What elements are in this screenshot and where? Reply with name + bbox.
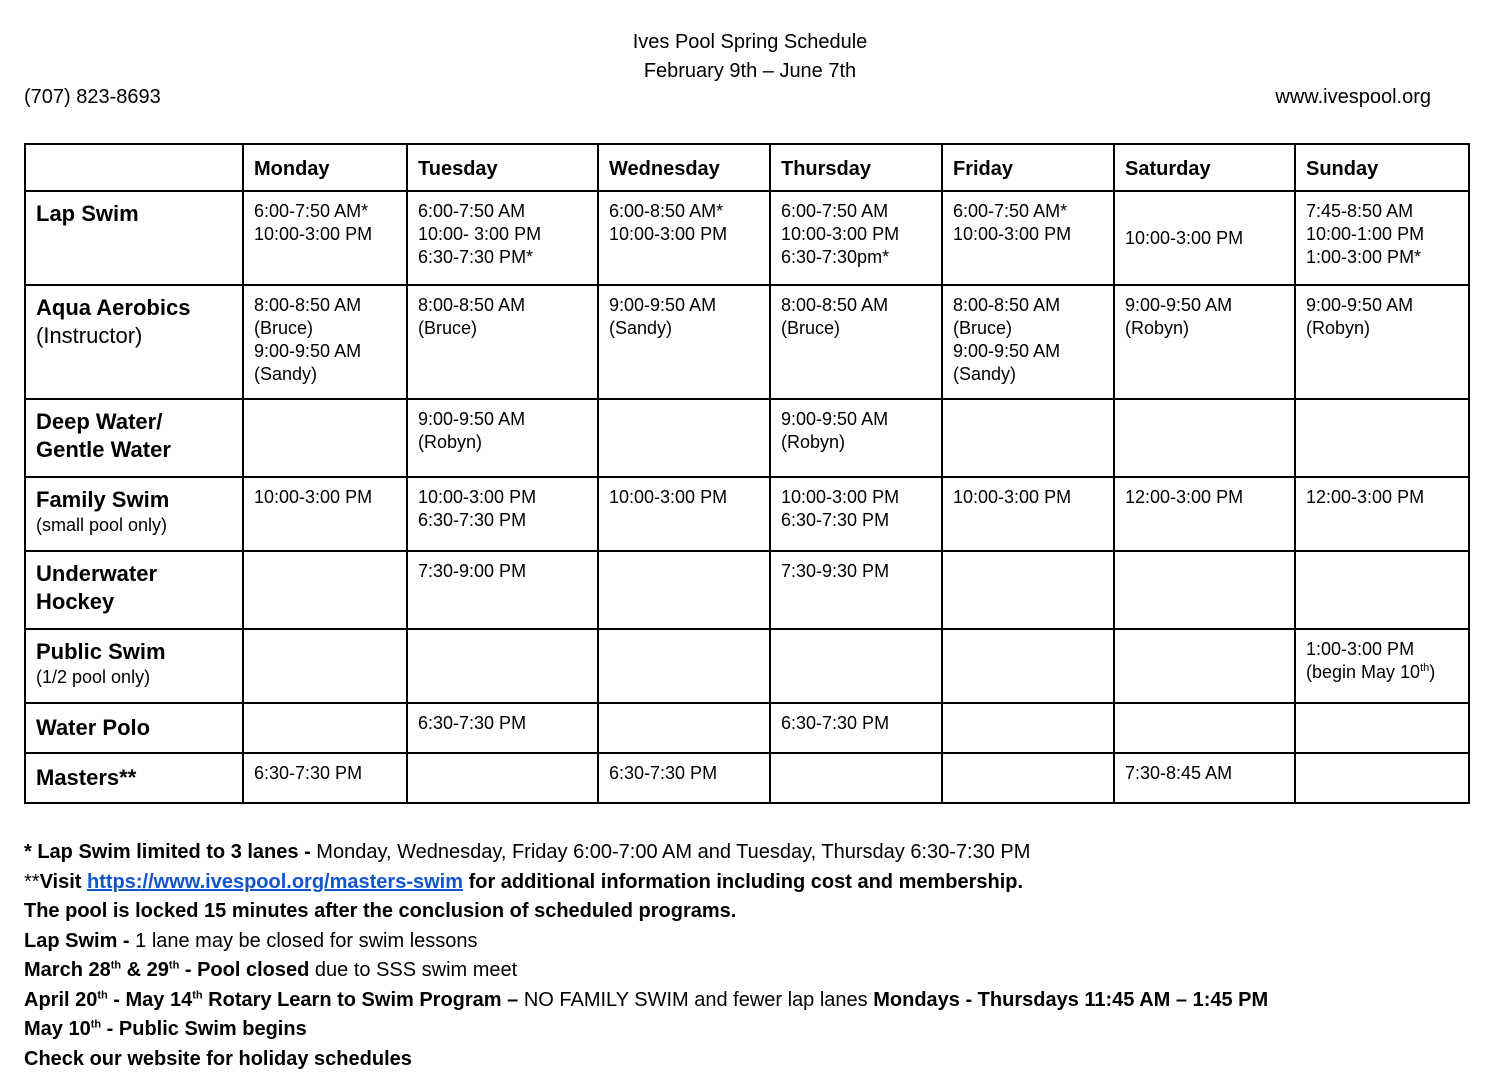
program-name: Public Swim	[36, 639, 166, 664]
time-slot: 6:00-7:50 AM	[418, 201, 526, 221]
note-rotary-program: April 20th - May 14th Rotary Learn to Swim Program – NO FAMILY SWIM and fewer lap lanes Mondays - Thursdays 11:45 AM – 1:45 PM	[24, 988, 1269, 1011]
time-slot: (Bruce)	[781, 318, 841, 338]
row-header	[25, 753, 243, 803]
day-header: Sunday	[1295, 144, 1469, 191]
schedule-cell	[243, 399, 407, 477]
schedule-cell	[1295, 191, 1469, 285]
schedule-cell	[1295, 703, 1469, 753]
program-name: Lap Swim	[36, 201, 139, 226]
time-slot: 6:30-7:30 PM	[418, 510, 527, 530]
schedule-cell	[770, 477, 942, 551]
time-slot: (Bruce)	[418, 318, 478, 338]
schedule-cell	[1114, 191, 1295, 285]
time-slot: 6:30-7:30 PM	[781, 510, 890, 530]
schedule-cell	[407, 703, 598, 753]
time-slot: 10:00-3:00 PM	[418, 487, 537, 507]
time-slot: (Robyn)	[781, 432, 846, 452]
row-header	[25, 477, 243, 551]
schedule-cell	[407, 629, 598, 703]
schedule-cell	[1295, 399, 1469, 477]
time-slot: 10:00-3:00 PM	[953, 487, 1072, 507]
schedule-row	[25, 551, 1469, 629]
schedule-cell	[407, 551, 598, 629]
row-header	[25, 285, 243, 399]
schedule-cell	[1295, 285, 1469, 399]
time-slot: 6:30-7:30pm*	[781, 247, 890, 267]
time-slot: 9:00-9:50 AM	[781, 409, 889, 429]
day-header: Monday	[243, 144, 407, 191]
time-slot: 6:30-7:30 PM	[609, 763, 718, 783]
schedule-cell	[598, 703, 770, 753]
time-slot: 12:00-3:00 PM	[1306, 487, 1425, 507]
time-slot: 9:00-9:50 AM	[953, 341, 1061, 361]
schedule-row	[25, 477, 1469, 551]
time-slot: 10:00-3:00 PM	[953, 224, 1072, 244]
time-slot: 9:00-9:50 AM	[418, 409, 526, 429]
schedule-cell	[243, 629, 407, 703]
page-title: Ives Pool Spring Schedule	[632, 31, 868, 53]
schedule-cell	[942, 191, 1114, 285]
schedule-row	[25, 191, 1469, 285]
row-header	[25, 399, 243, 477]
time-slot: 10:00-3:00 PM	[781, 224, 900, 244]
time-slot: 6:00-8:50 AM*	[609, 201, 724, 221]
time-slot: 7:45-8:50 AM	[1306, 201, 1414, 221]
schedule-table	[24, 143, 1470, 804]
schedule-cell	[243, 477, 407, 551]
time-slot: 7:30-9:30 PM	[781, 561, 890, 581]
schedule-cell	[770, 629, 942, 703]
schedule-cell	[407, 285, 598, 399]
time-slot: 1:00-3:00 PM*	[1306, 247, 1422, 267]
schedule-cell	[407, 399, 598, 477]
document-title-block	[0, 28, 1494, 86]
program-name-line2: Gentle Water	[36, 437, 171, 462]
time-slot: 6:30-7:30 PM	[418, 713, 527, 733]
website-text: www.ivespool.org	[1275, 86, 1431, 108]
day-header-row	[25, 144, 1469, 191]
date-range: February 9th – June 7th	[643, 60, 857, 82]
time-slot: 9:00-9:50 AM	[609, 295, 717, 315]
schedule-row	[25, 703, 1469, 753]
time-slot: 10:00-3:00 PM	[781, 487, 900, 507]
schedule-cell	[598, 753, 770, 803]
schedule-cell	[1114, 753, 1295, 803]
program-name: Family Swim	[36, 487, 170, 512]
time-slot: (Robyn)	[1125, 318, 1190, 338]
schedule-cell	[770, 753, 942, 803]
schedule-cell	[407, 477, 598, 551]
schedule-cell	[598, 477, 770, 551]
note-masters: **Visit https://www.ivespool.org/masters-swim for additional information including cost and membership.	[24, 870, 1024, 893]
schedule-row	[25, 285, 1469, 399]
row-header	[25, 191, 243, 285]
time-slot: (Bruce)	[254, 318, 314, 338]
note-pool-closed: March 28th & 29th - Pool closed due to SSS swim meet	[24, 959, 518, 981]
row-header	[25, 551, 243, 629]
schedule-cell	[942, 285, 1114, 399]
day-header: Saturday	[1114, 144, 1295, 191]
time-slot: 6:30-7:30 PM	[254, 763, 363, 783]
schedule-cell	[770, 703, 942, 753]
schedule-cell	[243, 753, 407, 803]
notes-section	[24, 838, 1268, 1074]
schedule-cell	[770, 285, 942, 399]
day-header: Tuesday	[407, 144, 598, 191]
schedule-cell	[1114, 477, 1295, 551]
time-slot: 10:00-3:00 PM	[609, 224, 728, 244]
time-slot: 6:30-7:30 PM*	[418, 247, 534, 267]
schedule-cell	[243, 703, 407, 753]
row-header	[25, 703, 243, 753]
schedule-cell	[598, 551, 770, 629]
schedule-cell	[407, 753, 598, 803]
time-slot: 10:00- 3:00 PM	[418, 224, 542, 244]
day-header: Friday	[942, 144, 1114, 191]
time-slot: 8:00-8:50 AM	[953, 295, 1061, 315]
time-slot: (Bruce)	[953, 318, 1013, 338]
schedule-cell	[770, 191, 942, 285]
time-slot: 1:00-3:00 PM	[1306, 639, 1415, 659]
time-slot: 10:00-3:00 PM	[254, 487, 373, 507]
note-lap-swim-limit: * Lap Swim limited to 3 lanes - Monday, Wednesday, Friday 6:00-7:00 AM and Tuesday, Thursday 6:30-7:30 PM	[24, 841, 1031, 863]
schedule-cell	[407, 191, 598, 285]
time-slot: 9:00-9:50 AM	[254, 341, 362, 361]
schedule-cell	[942, 477, 1114, 551]
schedule-cell	[942, 703, 1114, 753]
schedule-cell	[1295, 551, 1469, 629]
schedule-row	[25, 629, 1469, 703]
schedule-row	[25, 399, 1469, 477]
time-slot: 7:30-8:45 AM	[1125, 763, 1233, 783]
corner-cell	[25, 144, 243, 191]
schedule-cell	[243, 285, 407, 399]
time-slot: 9:00-9:50 AM	[1306, 295, 1414, 315]
program-note: (small pool only)	[36, 515, 168, 535]
schedule-cell	[1295, 477, 1469, 551]
time-slot: (Robyn)	[418, 432, 483, 452]
time-slot: (begin May 10th)	[1306, 662, 1436, 682]
program-name: Deep Water/	[36, 409, 163, 434]
schedule-cell	[598, 285, 770, 399]
masters-swim-link[interactable]: https://www.ivespool.org/masters-swim	[87, 870, 464, 893]
schedule-cell	[243, 551, 407, 629]
time-slot: (Robyn)	[1306, 318, 1371, 338]
time-slot: 10:00-1:00 PM	[1306, 224, 1425, 244]
time-slot: 12:00-3:00 PM	[1125, 487, 1244, 507]
schedule-cell	[243, 191, 407, 285]
phone-number: (707) 823-8693	[24, 86, 161, 108]
time-slot: 8:00-8:50 AM	[254, 295, 362, 315]
schedule-cell	[1114, 285, 1295, 399]
schedule-cell	[1114, 551, 1295, 629]
time-slot: 10:00-3:00 PM	[1125, 227, 1244, 248]
time-slot: (Sandy)	[609, 318, 673, 338]
time-slot: 8:00-8:50 AM	[781, 295, 889, 315]
time-slot: 6:00-7:50 AM*	[254, 201, 369, 221]
program-name: Masters**	[36, 765, 137, 790]
note-lap-lane-closed: Lap Swim - 1 lane may be closed for swim lessons	[24, 929, 478, 952]
schedule-cell	[942, 399, 1114, 477]
schedule-cell	[1295, 753, 1469, 803]
program-note: (Instructor)	[36, 323, 143, 348]
schedule-cell	[942, 551, 1114, 629]
note-public-swim-begins: May 10th - Public Swim begins	[24, 1018, 307, 1040]
row-header	[25, 629, 243, 703]
schedule-cell	[942, 629, 1114, 703]
schedule-cell	[770, 399, 942, 477]
time-slot: 9:00-9:50 AM	[1125, 295, 1233, 315]
time-slot: 7:30-9:00 PM	[418, 561, 527, 581]
program-name: Underwater	[36, 561, 158, 586]
time-slot: 6:00-7:50 AM	[781, 201, 889, 221]
program-name-line2: Hockey	[36, 589, 115, 614]
schedule-cell	[770, 551, 942, 629]
program-note: (1/2 pool only)	[36, 667, 151, 687]
program-name: Water Polo	[36, 715, 151, 740]
schedule-cell	[1114, 703, 1295, 753]
schedule-cell	[598, 191, 770, 285]
time-slot: 6:30-7:30 PM	[781, 713, 890, 733]
schedule-cell	[598, 629, 770, 703]
schedule-cell	[598, 399, 770, 477]
time-slot: (Sandy)	[953, 364, 1017, 384]
schedule-cell	[942, 753, 1114, 803]
note-holiday-schedules: Check our website for holiday schedules	[24, 1047, 412, 1070]
time-slot: 8:00-8:50 AM	[418, 295, 526, 315]
schedule-cell	[1114, 629, 1295, 703]
note-pool-locked: The pool is locked 15 minutes after the conclusion of scheduled programs.	[24, 900, 737, 922]
day-header: Wednesday	[598, 144, 770, 191]
program-name: Aqua Aerobics	[36, 295, 191, 320]
time-slot: 10:00-3:00 PM	[254, 224, 373, 244]
time-slot: 10:00-3:00 PM	[609, 487, 728, 507]
day-header: Thursday	[770, 144, 942, 191]
schedule-cell	[1295, 629, 1469, 703]
schedule-cell	[1114, 399, 1295, 477]
time-slot: (Sandy)	[254, 364, 318, 384]
schedule-row	[25, 753, 1469, 803]
time-slot: 6:00-7:50 AM*	[953, 201, 1068, 221]
